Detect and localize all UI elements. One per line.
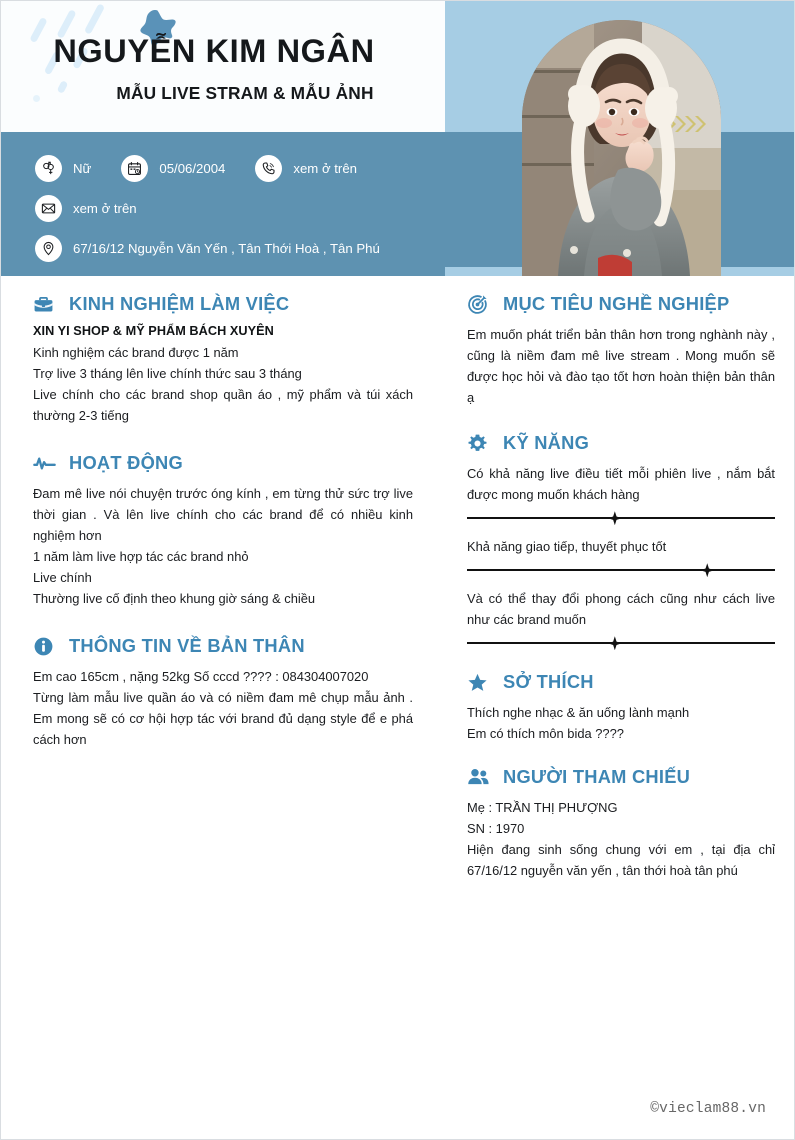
section-header (467, 766, 775, 788)
contact-band (1, 132, 445, 276)
activities-lines (33, 546, 413, 609)
section-activities (33, 452, 413, 609)
right-column (467, 293, 775, 902)
phone-icon (255, 155, 282, 182)
about-line: Em cao 165cm , nặng 52kg Số cccd ???? : 084304007020 (33, 669, 369, 685)
interests-lines (467, 702, 775, 744)
interests-line: Em có thích môn bida ???? (467, 726, 624, 742)
skill-bar-track (467, 569, 775, 571)
contact-gender (35, 155, 91, 182)
activities-line: Thường live cố định theo khung giờ sáng & chiều (33, 591, 316, 607)
target-icon (467, 294, 493, 315)
left-column (33, 293, 413, 771)
activities-line: 1 năm làm live hợp tác các brand nhỏ (33, 549, 249, 565)
skill-bar-marker (700, 563, 714, 577)
references-lines (467, 797, 775, 839)
section-title: MỤC TIÊU NGHỀ NGHIỆP (503, 293, 730, 314)
references-line: Mẹ : TRẦN THỊ PHƯỢNG (467, 800, 618, 816)
skill-item (467, 588, 775, 650)
interests-line: Thích nghe nhạc & ăn uống lành mạnh (467, 705, 690, 721)
experience-company: XIN YI SHOP & MỸ PHẨM BÁCH XUYÊN (33, 324, 274, 338)
skill-item (467, 463, 775, 525)
calendar-icon (121, 155, 148, 182)
section-experience (33, 293, 413, 426)
people-icon (467, 767, 493, 787)
skill-item (467, 536, 775, 577)
gear-icon (467, 433, 493, 454)
activity-pulse-icon (33, 454, 59, 473)
section-title: HOẠT ĐỘNG (69, 452, 183, 474)
experience-line: Trợ live 3 tháng lên live chính thức sau 3 tháng (33, 366, 302, 382)
contact-row-email (35, 188, 445, 228)
skill-bar (467, 563, 775, 577)
section-header (467, 671, 775, 693)
avatar (522, 20, 721, 276)
skill-bar (467, 636, 775, 650)
contact-row-primary (35, 148, 445, 188)
contact-birthdate (121, 155, 225, 182)
cv-header (1, 1, 794, 276)
experience-lines (33, 342, 413, 384)
references-line: SN : 1970 (467, 821, 525, 837)
activities-paragraph: Đam mê live nói chuyện trước óng kính , em từng thử sức trợ live thời gian . Và lên live chính cho các brand để có nhiều kinh nghiệm hơn (33, 486, 413, 544)
section-header (33, 452, 413, 474)
section-header (467, 293, 775, 315)
star-icon (467, 672, 493, 693)
section-about (33, 635, 413, 750)
skill-label: Và có thể thay đổi phong cách cũng như cách live như các brand muốn (467, 591, 775, 628)
skill-bar-marker (608, 511, 622, 525)
briefcase-icon (33, 294, 59, 315)
section-header (467, 432, 775, 454)
contact-address-value: 67/16/12 Nguyễn Văn Yến , Tân Thới Hoà , Tân Phú (73, 240, 380, 256)
contact-email-value: xem ở trên (73, 200, 137, 216)
watermark: ©vieclam88.vn (650, 1101, 766, 1117)
section-header (33, 635, 413, 657)
contact-email (35, 195, 137, 222)
section-references (467, 766, 775, 881)
contact-address (35, 235, 380, 262)
experience-line: Kinh nghiệm các brand được 1 năm (33, 345, 239, 360)
experience-paragraph: Live chính cho các brand shop quần áo , mỹ phẩm và túi xách thường 2-3 tiếng (33, 387, 413, 424)
activities-line: Live chính (33, 570, 92, 586)
section-interests (467, 671, 775, 744)
job-title: MẪU LIVE STRAM & MẪU ẢNH (116, 83, 374, 104)
gender-icon (35, 155, 62, 182)
skill-bar (467, 511, 775, 525)
page-title: NGUYỄN KIM NGÂN (53, 33, 375, 69)
info-icon (33, 636, 59, 657)
skill-label: Có khả năng live điều tiết mỗi phiên live , nắm bắt được mong muốn khách hàng (467, 466, 775, 503)
skill-label: Khả năng giao tiếp, thuyết phục tốt (467, 539, 667, 555)
contact-row-address (35, 228, 445, 268)
section-title: NGƯỜI THAM CHIẾU (503, 766, 691, 788)
contact-gender-value: Nữ (73, 160, 92, 176)
section-objective (467, 293, 775, 408)
section-title: SỞ THÍCH (503, 671, 594, 693)
section-title: KINH NGHIỆM LÀM VIỆC (69, 293, 290, 314)
section-header (33, 293, 413, 315)
objective-paragraph: Em muốn phát triển bản thân hơn trong nghành này , cũng là niềm đam mê live stream . Mong muốn sẽ được học hỏi và đào tạo tốt hơn hoàn thiện bản thân ạ (467, 327, 775, 406)
about-paragraph: Từng làm mẫu live quần áo và có niềm đam mê chụp mẫu ảnh . Em mong sẽ có cơ hội hợp tác với brand đủ dạng style để e phá cách hơn (33, 690, 413, 748)
contact-birthdate-value: 05/06/2004 (159, 160, 226, 176)
email-icon (35, 195, 62, 222)
section-skills (467, 432, 775, 650)
contact-phone (255, 155, 357, 182)
section-title: KỸ NĂNG (503, 432, 590, 454)
contact-phone-value: xem ở trên (293, 160, 357, 176)
photo-panel (445, 1, 795, 276)
name-block (1, 33, 445, 104)
references-paragraph: Hiện đang sinh sống chung với em , tại địa chỉ 67/16/12 nguyễn văn yến , tân thới hoà tân phú (467, 842, 775, 879)
location-icon (35, 235, 62, 262)
skill-bar-marker (608, 636, 622, 650)
section-title: THÔNG TIN VỀ BẢN THÂN (69, 635, 305, 657)
